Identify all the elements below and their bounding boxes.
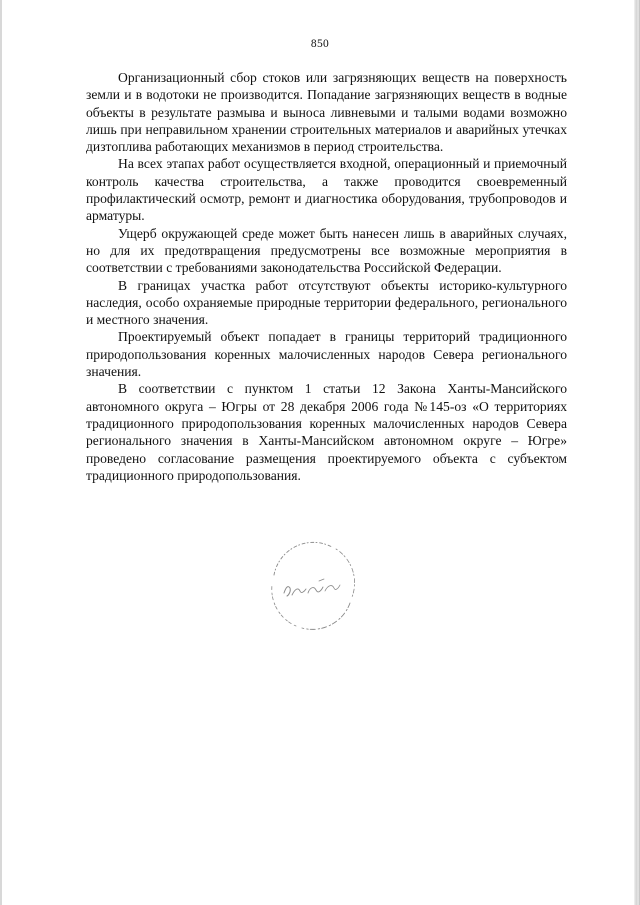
stamp-signature-strokes — [284, 579, 340, 596]
paragraph-traditional-territories: Проектируемый объект попадает в границы территорий традиционного природопользования коренных малочисленных народов Севера регионального значения. — [86, 329, 567, 380]
stamp-ring — [272, 542, 355, 629]
round-stamp — [262, 537, 362, 637]
scan-edge-left — [0, 0, 2, 905]
paragraph-storm-runoff: Организационный сбор стоков или загрязняющих веществ на поверхность земли и в водотоки не производится. Попадание загрязняющих веществ в водные объекты в результате размыва и выноса ливневыми и талыми водами возможно лишь при неправильном хранении строительных материалов и аварийных утечках дизтоплива работающих механизмов в период строительства. — [86, 70, 567, 155]
paragraph-approval: В соответствии с пунктом 1 статьи 12 Закона Ханты-Мансийского автономного округа – Югры от 28 декабря 2006 года №145-оз «О территориях традиционного природопользования коренных малочисленных народов Севера регионального значения в Ханты-Мансийском автономном округе – Югре» проведено согласование размещения проектируемого объекта с субъектом традиционного природопользования. — [86, 381, 567, 483]
page-number: 850 — [310, 38, 330, 50]
scan-edge-right — [634, 0, 640, 905]
paragraph-quality-control: На всех этапах работ осуществляется входной, операционный и приемочный контроль качества строительства, а также проводится своевременный профилактический осмотр, ремонт и диагностика оборудования, трубопроводов и арматуры. — [86, 156, 567, 224]
body-text — [86, 69, 567, 484]
paragraph-environmental-damage: Ущерб окружающей среде может быть нанесен лишь в аварийных случаях, но для их предотвращения предусмотрены все возможные мероприятия в соответствии с требованиями законодательства Российской Федерации. — [86, 225, 567, 276]
stamp-graphic — [262, 537, 362, 637]
paragraph-heritage-objects: В границах участка работ отсутствуют объекты историко-культурного наследия, особо охраняемые природные территории федерального, регионального и местного значения. — [86, 277, 567, 328]
